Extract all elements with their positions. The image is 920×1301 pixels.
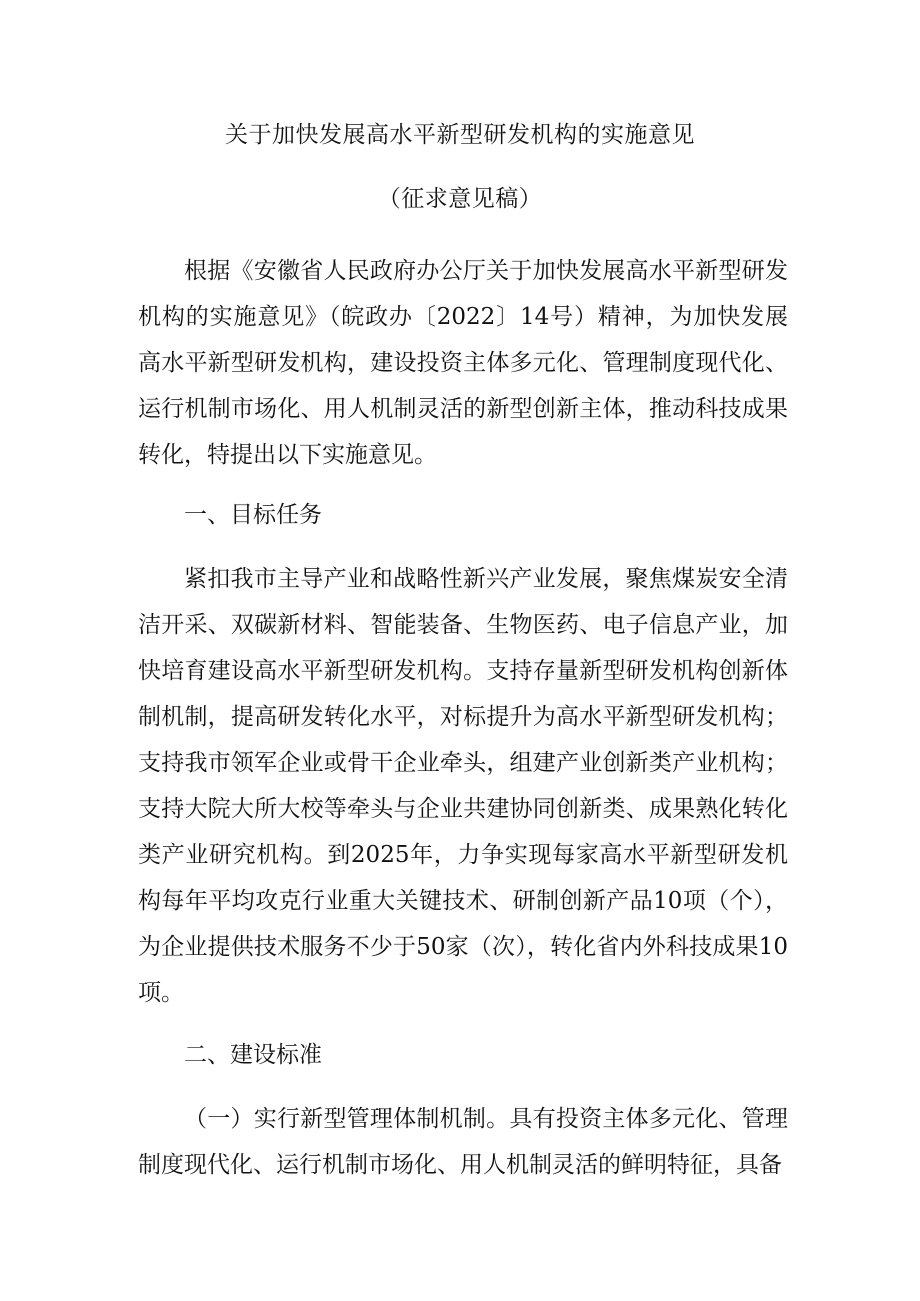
- document-subtitle: （征求意见稿）: [377, 186, 543, 212]
- section-heading-standards: 二、建设标准: [184, 1042, 322, 1068]
- section-body-standards: （一）实行新型管理体制机制。具有投资主体多元化、管理制度现代化、运行机制市场化、用人机制灵活的鲜明特征，具备: [138, 1106, 788, 1178]
- section-heading-goals: 一、目标任务: [184, 502, 322, 528]
- intro-paragraph: 根据《安徽省人民政府办公厅关于加快发展高水平新型研发机构的实施意见》（皖政办〔2022〕14号）精神，为加快发展高水平新型研发机构，建设投资主体多元化、管理制度现代化、运行机制市场化、用人机制灵活的新型创新主体，推动科技成果转化，特提出以下实施意见。: [138, 258, 788, 468]
- section-body-goals: 紧扣我市主导产业和战略性新兴产业发展，聚焦煤炭安全清洁开采、双碳新材料、智能装备、生物医药、电子信息产业，加快培育建设高水平新型研发机构。支持存量新型研发机构创新体制机制，提高研发转化水平，对标提升为高水平新型研发机构；支持我市领军企业或骨干企业牵头，组建产业创新类产业机构；支持大院大所大校等牵头与企业共建协同创新类、成果熟化转化类产业研究机构。到2025年，力争实现每家高水平新型研发机构每年平均攻克行业重大关键技术、研制创新产品10项（个），为企业提供技术服务不少于50家（次），转化省内外科技成果10项。: [138, 566, 788, 1006]
- document-title: 关于加快发展高水平新型研发机构的实施意见: [225, 122, 695, 148]
